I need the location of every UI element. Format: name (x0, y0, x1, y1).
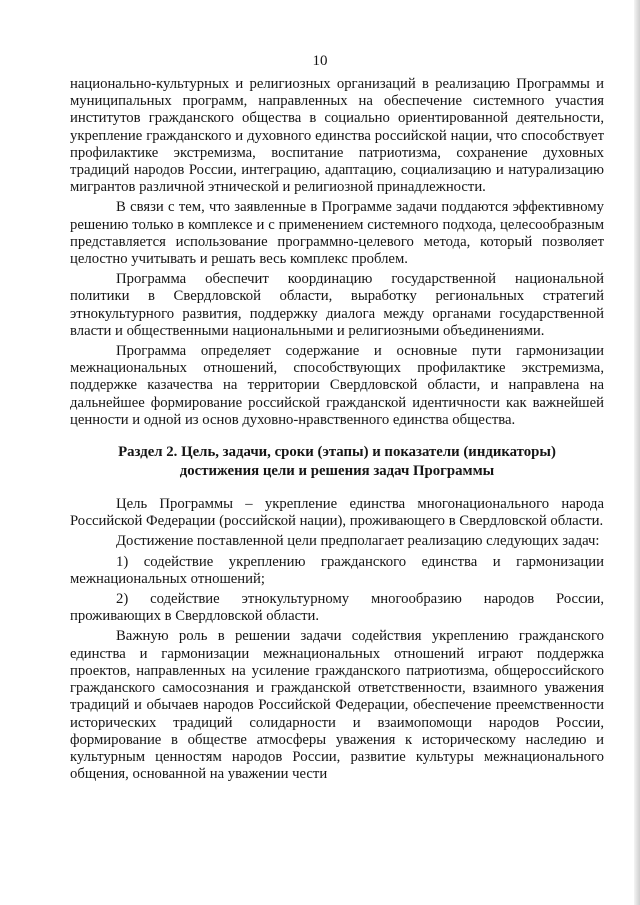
paragraph: Программа обеспечит координацию государственной национальной политики в Свердловской области, выработку региональных стратегий этнокультурного развития, поддержку диалога между органами государственной власти и общественными национальными и религиозными объединениями. (70, 271, 604, 339)
page-edge-shadow (634, 0, 640, 905)
section-heading (70, 443, 604, 480)
paragraph: Программа определяет содержание и основные пути гармонизации межнациональных отношений, способствующих профилактике экстремизма, поддержке казачества на территории Свердловской области, и направлена на дальнейшее формирование российской гражданской идентичности как важнейшей ценности и одной из основ духовно-нравственного единства общества. (70, 343, 604, 428)
paragraph: Достижение поставленной цели предполагает реализацию следующих задач: (116, 533, 600, 550)
page-number: 10 (312, 53, 328, 69)
paragraph-continuation: национально-культурных и религиозных организаций в реализацию Программы и муниципальных программ, направленных на обеспечение системного участия институтов гражданского общества в социально ориентированной деятельности, укрепление гражданского и духовного единства российской нации, что способствует профилактике экстремизма, воспитание патриотизма, сохранение духовных традиций народов России, интеграцию, адаптацию, социализацию и натурализацию мигрантов различной этнической и религиозной принадлежности. (70, 76, 604, 196)
paragraph: Цель Программы – укрепление единства многонационального народа Российской Федерации (российской нации), проживающего в Свердловской области. (70, 496, 604, 530)
paragraph: Важную роль в решении задачи содействия укреплению гражданского единства и гармонизации межнациональных отношений играют поддержка проектов, направленных на усиление гражданского патриотизма, общероссийского гражданского самосознания и гражданской ответственности, взаимного уважения традиций и обычаев народов Российской Федерации, обеспечение преемственности исторических традиций солидарности и взаимопомощи народов России, формирование в обществе атмосферы уважения к историческому наследию и культурным ценностям народов России, развитие культуры межнационального общения, основанной на уважении чести (70, 628, 604, 783)
section-heading-line: Раздел 2. Цель, задачи, сроки (этапы) и показатели (индикаторы) (118, 444, 556, 461)
document-body (70, 76, 604, 786)
list-item: 2) содействие этнокультурному многообразию народов России, проживающих в Свердловской области. (70, 591, 604, 625)
list-item: 1) содействие укреплению гражданского единства и гармонизации межнациональных отношений; (70, 553, 604, 587)
paragraph: В связи с тем, что заявленные в Программе задачи поддаются эффективному решению только в комплексе и с применением системного подхода, целесообразным представляется использование программно-целевого метода, который позволяет целостно учитывать и решать весь комплекс проблем. (70, 199, 604, 268)
section-heading-line: достижения цели и решения задач Программы (179, 462, 495, 479)
